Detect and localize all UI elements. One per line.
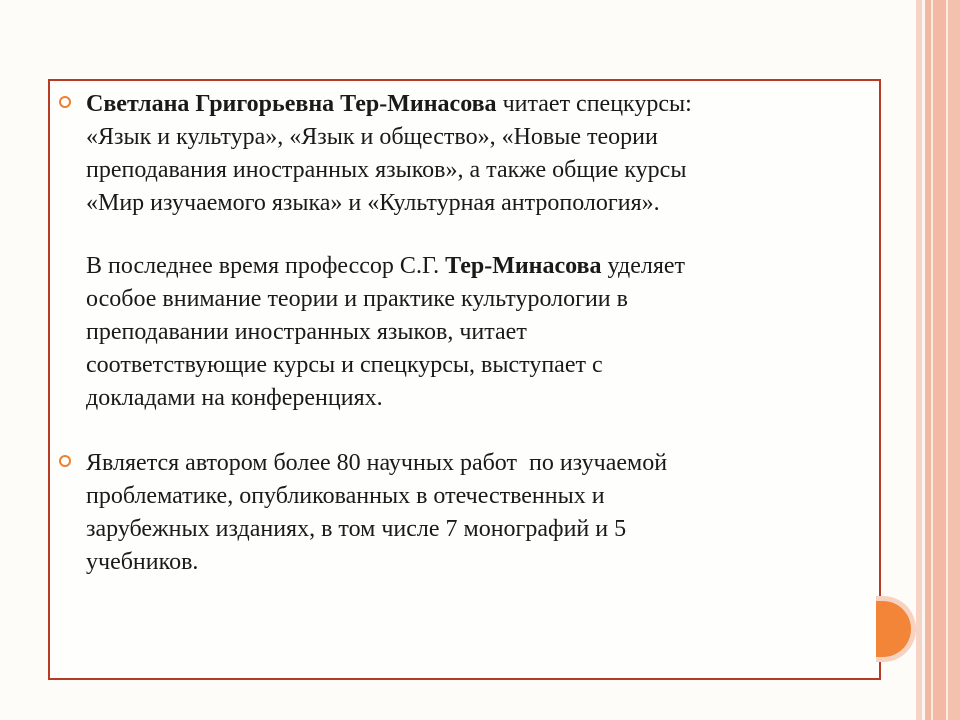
paragraph-2-line-1-start: В последнее время профессор С.Г. [86,253,446,279]
paragraph-2-line-3: преподавании иностранных языков, читает [86,319,527,345]
bullet-1-line-4: «Мир изучаемого языка» и «Культурная антропология». [86,190,660,216]
bullet-2-line-2: проблематике, опубликованных в отечественных и [86,483,605,509]
bullet-1-line-1-rest: читает спецкурсы: [496,91,692,117]
bullet-icon [59,96,71,108]
bullet-2-text [86,447,876,579]
paragraph-2-line-2: особое внимание теории и практике культурологии в [86,286,628,312]
paragraph-2-line-1 [86,250,876,283]
bullet-icon [59,455,71,467]
decorative-stripe [933,0,946,720]
paragraph-2-line-5: докладами на конференциях. [86,385,383,411]
decorative-stripe [948,0,960,720]
person-surname: Тер-Минасова [445,253,602,279]
person-name: Светлана Григорьевна Тер-Минасова [86,91,497,117]
bullet-2-line-4: учебников. [86,549,199,575]
paragraph-2-line-1-end: уделяет [601,253,686,279]
bullet-2-line-1: Является автором более 80 научных работ по изучаемой [86,450,668,476]
bullet-1-line-1 [86,88,876,121]
bullet-1-line-2: «Язык и культура», «Язык и общество», «Новые теории [86,124,658,150]
paragraph-2-line-4: соответствующие курсы и спецкурсы, выступает с [86,352,603,378]
bullet-2-line-3: зарубежных изданиях, в том числе 7 монографий и 5 [86,516,627,542]
bullet-1-text [86,88,876,220]
paragraph-2-text [86,250,876,415]
bullet-1-line-3: преподавания иностранных языков», а также общие курсы [86,157,687,183]
